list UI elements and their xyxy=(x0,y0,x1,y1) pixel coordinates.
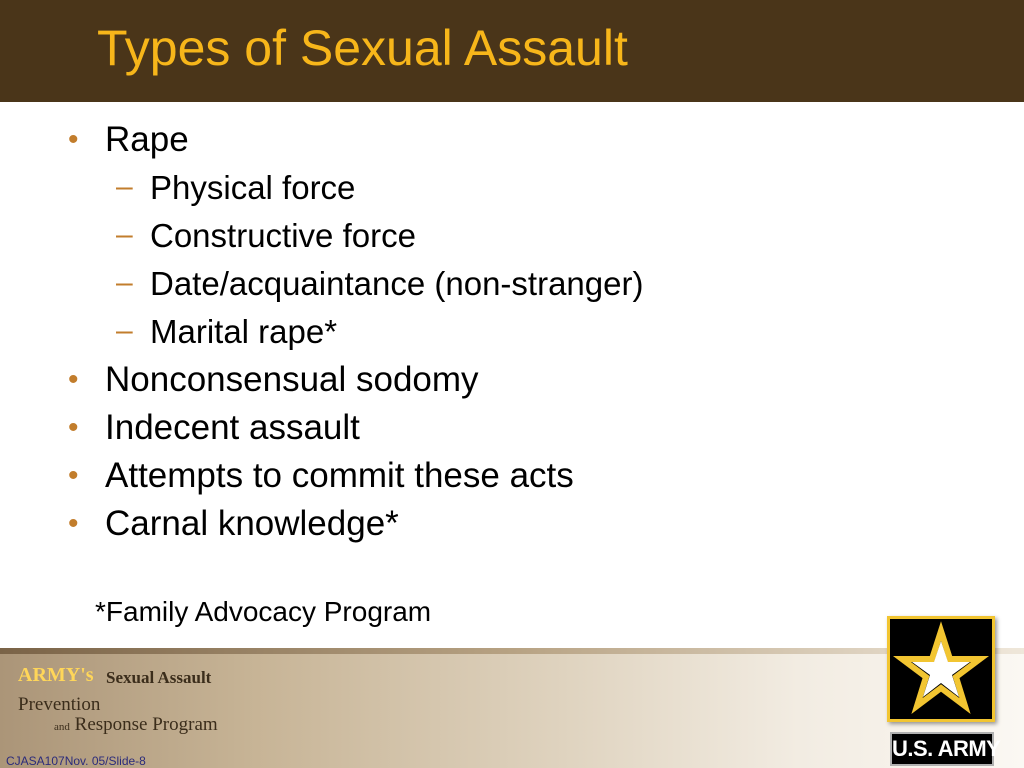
logo-armys-text: ARMY's xyxy=(18,664,94,686)
dash-marker: – xyxy=(116,218,133,251)
bullet-marker: • xyxy=(68,411,79,444)
sub-item-text: Physical force xyxy=(150,169,356,206)
logo-and-text: and xyxy=(54,721,70,733)
us-army-logo xyxy=(884,616,1000,768)
slide-number: CJASA107Nov. 05/Slide-8 xyxy=(6,754,146,768)
bullet-text: Attempts to commit these acts xyxy=(105,456,574,495)
logo-response-line xyxy=(54,714,218,736)
bullet-marker: • xyxy=(68,123,79,156)
bullet-item xyxy=(68,500,399,548)
dash-marker: – xyxy=(116,170,133,203)
sub-item xyxy=(116,308,338,356)
sub-item-text: Constructive force xyxy=(150,217,416,254)
logo-sexual-assault-text: Sexual Assault xyxy=(106,668,212,687)
army-star-square xyxy=(887,616,995,722)
bullet-marker: • xyxy=(68,459,79,492)
slide-title: Types of Sexual Assault xyxy=(97,20,628,76)
sub-item xyxy=(116,212,416,260)
sub-item xyxy=(116,164,356,212)
sub-item-text: Date/acquaintance (non-stranger) xyxy=(150,265,644,302)
bullet-item xyxy=(68,356,479,404)
bullet-text: Indecent assault xyxy=(105,408,360,447)
bullet-marker: • xyxy=(68,507,79,540)
footer-band-edge xyxy=(0,648,1024,654)
star-icon xyxy=(890,619,992,719)
dash-marker: – xyxy=(116,314,133,347)
footnote: *Family Advocacy Program xyxy=(95,596,432,627)
bullet-item xyxy=(68,452,574,500)
logo-prevention-text: Prevention xyxy=(18,694,101,715)
bullet-item xyxy=(68,116,189,164)
dash-marker: – xyxy=(116,266,133,299)
bullet-text: Carnal knowledge* xyxy=(105,504,399,543)
bullet-text: Rape xyxy=(105,120,189,159)
army-label: U.S. ARMY xyxy=(890,732,994,766)
bullet-text: Nonconsensual sodomy xyxy=(105,360,479,399)
logo-response-program-text: Response Program xyxy=(74,714,218,735)
sub-item xyxy=(116,260,644,308)
sapr-program-logo xyxy=(14,662,264,742)
bullet-marker: • xyxy=(68,363,79,396)
bullet-item xyxy=(68,404,360,452)
sub-item-text: Marital rape* xyxy=(150,313,338,350)
